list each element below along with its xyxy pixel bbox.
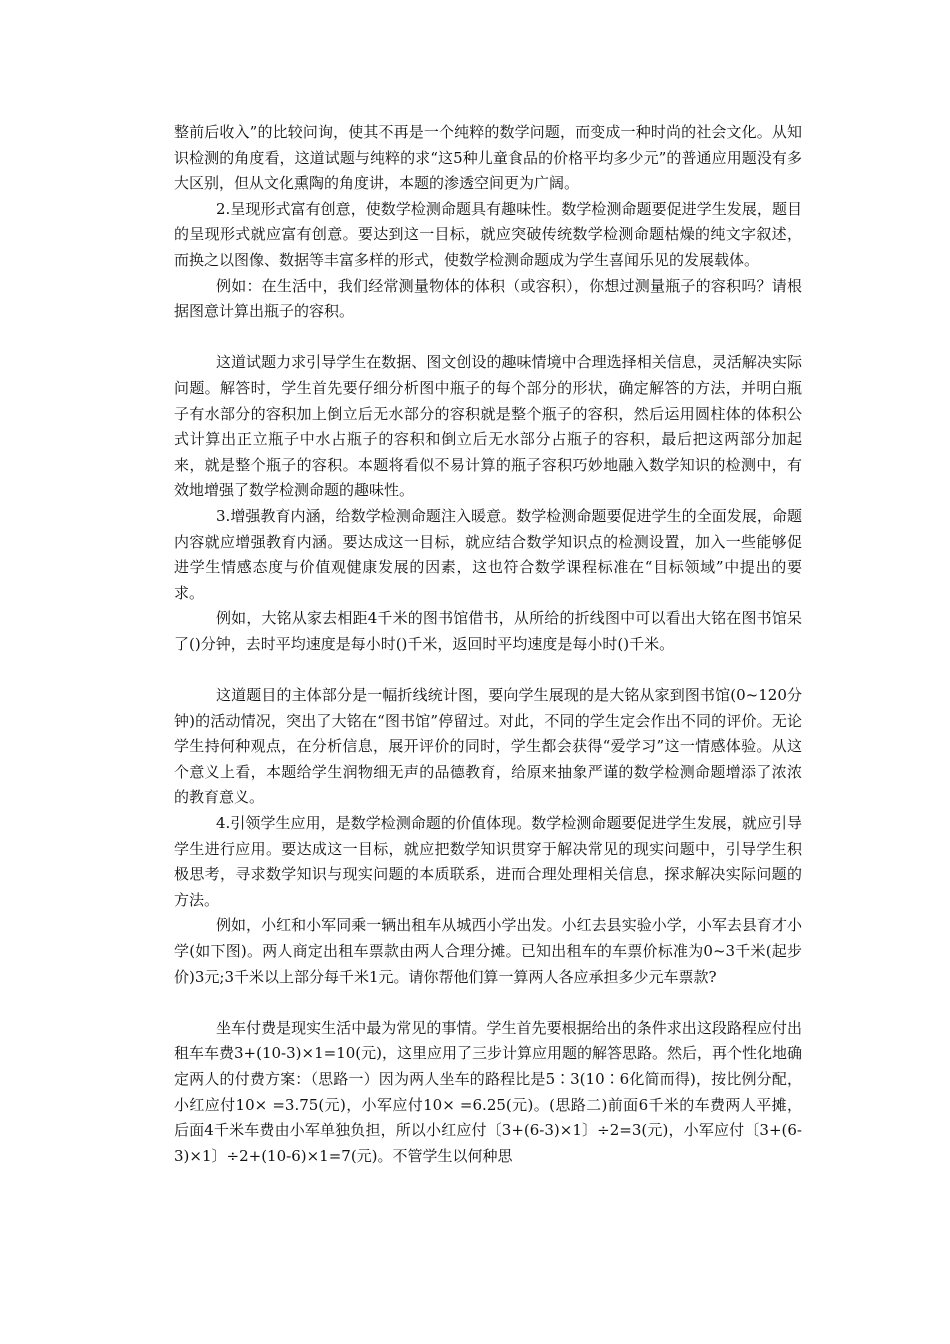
paragraph-taxi-analysis: 坐车付费是现实生活中最为常见的事情。学生首先要根据给出的条件求出这段路程应付出租车车费3+(10-3)×1=10(元)，这里应用了三步计算应用题的解答思路。然后，再个性化地确定两人的付费方案：（思路一）因为两人坐车的路程比是5∶3(10∶6化简而得)，按比例分配，小红应付10× =3.75(元)，小军应付10× =6.25(元)。(思路二)前面6千米的车费两人平摊，后面4千米车费由小军单独负担，所以小红应付〔3+(6-3)×1〕÷2=3(元)，小军应付〔3+(6-3)×1〕÷2+(10-6)×1=7(元)。不管学生以何种思 bbox=[174, 1018, 802, 1165]
paragraph-bottle-analysis: 这道试题力求引导学生在数据、图文创设的趣味情境中合理选择相关信息，灵活解决实际问题。解答时，学生首先要仔细分析图中瓶子的每个部分的形状，确定解答的方法，并明白瓶子有水部分的容积加上倒立后无水部分的容积就是整个瓶子的容积，然后运用圆柱体的体积公式计算出正立瓶子中水占瓶子的容积和倒立后无水部分占瓶子的容积，最后把这两部分加起来，就是整个瓶子的容积。本题将看似不易计算的瓶子容积巧妙地融入数学知识的检测中，有效地增强了数学检测命题的趣味性。 bbox=[174, 353, 802, 500]
figure-gap bbox=[174, 325, 802, 351]
paragraph-example-taxi: 例如，小红和小军同乘一辆出租车从城西小学出发。小红去县实验小学，小军去县育才小学(如下图)。两人商定出租车票款由两人合理分摊。已知出租车的车票价标准为0~3千米(起步价)3元;3千米以上部分每千米1元。请你帮他们算一算两人各应承担多少元车票款? bbox=[174, 916, 802, 986]
paragraph-library-analysis: 这道题目的主体部分是一幅折线统计图，要向学生展现的是大铭从家到图书馆(0~120分钟)的活动情况，突出了大铭在“图书馆”停留过。对此，不同的学生定会作出不同的评价。无论学生持何种观点，在分析信息，展开评价的同时，学生都会获得“爱学习”这一情感体验。从这个意义上看，本题给学生润物细无声的品德教育，给原来抽象严谨的数学检测命题增添了浓浓的教育意义。 bbox=[174, 686, 802, 807]
figure-gap bbox=[174, 657, 802, 683]
document-body bbox=[174, 120, 802, 1169]
paragraph-point-3: 3.增强教育内涵，给数学检测命题注入暖意。数学检测命题要促进学生的全面发展，命题内容就应增强教育内涵。要达成这一目标，就应结合数学知识点的检测设置，加入一些能够促进学生情感态度与价值观健康发展的因素，这也符合数学课程标准在“目标领域”中提出的要求。 bbox=[174, 506, 802, 602]
paragraph-point-2: 2.呈现形式富有创意，使数学检测命题具有趣味性。数学检测命题要促进学生发展，题目的呈现形式就应富有创意。要达到这一目标，就应突破传统数学检测命题枯燥的纯文字叙述，而换之以图像、数据等丰富多样的形式，使数学检测命题成为学生喜闻乐见的发展载体。 bbox=[174, 199, 802, 269]
paragraph-example-bottle: 例如：在生活中，我们经常测量物体的体积（或容积），你想过测量瓶子的容积吗？请根据图意计算出瓶子的容积。 bbox=[174, 276, 802, 321]
paragraph-point-4: 4.引领学生应用，是数学检测命题的价值体现。数学检测命题要促进学生发展，就应引导学生进行应用。要达成这一目标，就应把数学知识贯穿于解决常见的现实问题中，引导学生积极思考，寻求数学知识与现实问题的本质联系，进而合理处理相关信息，探求解决实际问题的方法。 bbox=[174, 814, 802, 909]
paragraph-continuation: 整前后收入”的比较问询，使其不再是一个纯粹的数学问题，而变成一种时尚的社会文化。从知识检测的角度看，这道试题与纯粹的求“这5种儿童食品的价格平均多少元”的普通应用题没有多大区别，但从文化熏陶的角度讲，本题的渗透空间更为广阔。 bbox=[174, 123, 802, 193]
figure-gap bbox=[174, 990, 802, 1016]
paragraph-example-library: 例如，大铭从家去相距4千米的图书馆借书，从所给的折线图中可以看出大铭在图书馆呆了()分钟，去时平均速度是每小时()千米，返回时平均速度是每小时()千米。 bbox=[174, 609, 802, 653]
